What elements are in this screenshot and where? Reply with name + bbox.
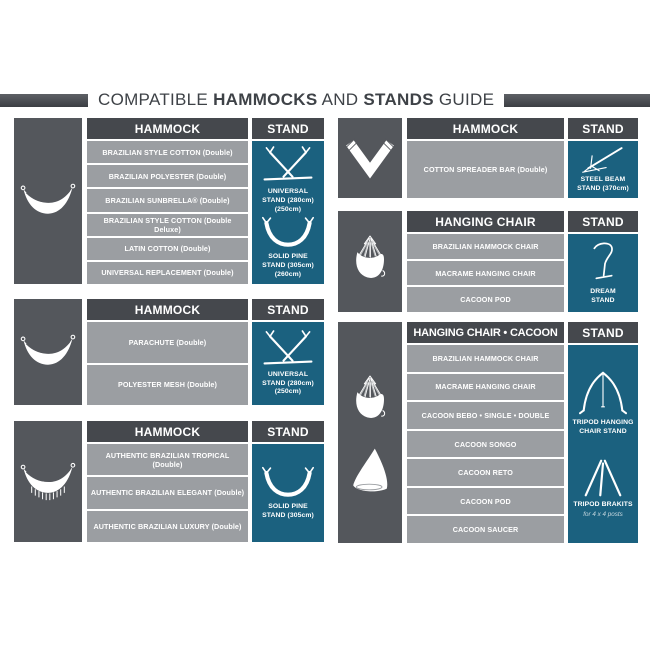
stand-label-line: SOLID PINE: [268, 502, 308, 510]
hammock-row: LATIN COTTON (Double): [87, 238, 248, 260]
title-word-stands: STANDS: [363, 90, 434, 109]
hanging-chair-row: CACOON POD: [407, 287, 564, 312]
hammock-column-header: HAMMOCK: [87, 421, 248, 442]
stand-column-header: STAND: [252, 421, 324, 442]
stand-column-header: STAND: [568, 211, 638, 232]
stand-label-line: STAND (370cm): [577, 185, 629, 192]
fringed-hammock-icon: [19, 456, 77, 508]
guide-title-row: [0, 90, 650, 110]
hanging-chair-row: BRAZILIAN HAMMOCK CHAIR: [407, 234, 564, 259]
panel-parachute-hammocks: [14, 299, 324, 405]
stand-label-line: SOLID PINE: [268, 253, 308, 261]
stand-column-header: STAND: [252, 299, 324, 320]
spreader-bar-hammock-icon: [343, 137, 397, 179]
hanging-chair-cacoon-column-header: HANGING CHAIR • CACOON: [407, 322, 564, 343]
hammock-row: BRAZILIAN POLYESTER (Double): [87, 165, 248, 187]
stand-label-line: (250cm): [274, 206, 302, 213]
tripod-hanging-chair-stand-icon: [579, 370, 627, 416]
hammock-illustration-box: [14, 421, 82, 542]
stand-column-header: STAND: [568, 118, 638, 139]
panel-brazilian-hammocks: [14, 118, 324, 284]
solid-pine-stand-icon: [261, 216, 315, 250]
hammock-column-header: HAMMOCK: [407, 118, 564, 139]
stand-label-line: UNIVERSAL: [267, 370, 309, 378]
left-column: [14, 118, 324, 543]
stand-label-line: UNIVERSAL: [267, 188, 309, 196]
panel-hanging-chairs: [338, 211, 638, 312]
stand-cell: [252, 444, 324, 542]
hammock-row: PARACHUTE (Double): [87, 322, 248, 363]
hammock-row: BRAZILIAN STYLE COTTON (Double Deluxe): [87, 214, 248, 236]
tripod-brakits-icon: [581, 458, 625, 498]
hanging-chair-row: BRAZILIAN HAMMOCK CHAIR: [407, 345, 564, 372]
hammock-illustration-box: [14, 118, 82, 284]
stand-sub-label: for 4 x 4 posts: [583, 511, 623, 519]
stand-tripod-hanging-chair: [572, 370, 633, 437]
hammock-row: AUTHENTIC BRAZILIAN LUXURY (Double): [87, 511, 248, 542]
title-bar-left: [0, 94, 88, 107]
stand-cell: [252, 322, 324, 405]
stand-label-line: STAND: [591, 296, 615, 304]
stand-label-line: TRIPOD HANGING: [572, 418, 634, 426]
stand-column-header: STAND: [568, 322, 638, 343]
stand-solid-pine: [261, 216, 315, 279]
stand-label-line: STAND (280cm): [262, 197, 314, 205]
panel-authentic-brazilian-hammocks: [14, 421, 324, 542]
stand-universal: [261, 330, 315, 397]
stand-label-line: DREAM: [590, 287, 616, 295]
stand-cell: [568, 234, 638, 312]
hammock-column-header: HAMMOCK: [87, 118, 248, 139]
hammock-row: COTTON SPREADER BAR (Double): [407, 141, 564, 198]
universal-stand-icon: [261, 145, 315, 185]
steel-beam-stand-icon: [579, 145, 627, 173]
stand-label-line: STAND (305cm): [262, 511, 314, 519]
title-word: AND: [321, 90, 359, 109]
stand-cell: [252, 141, 324, 284]
hammock-column-header: HAMMOCK: [87, 299, 248, 320]
hammock-row: BRAZILIAN SUNBRELLA® (Double): [87, 189, 248, 211]
guide-grid: [14, 118, 638, 543]
stand-tripod-brakits: [573, 458, 632, 518]
hanging-chair-illustration-box: [338, 211, 402, 312]
stand-dream: [587, 241, 619, 306]
title-bar-right: [504, 94, 650, 107]
double-hammock-icon: [19, 177, 77, 225]
solid-pine-stand-icon: [261, 466, 315, 500]
stand-universal: [261, 145, 315, 214]
panel-spreader-bar-hammocks: [338, 118, 638, 198]
hammock-illustration-box: [14, 299, 82, 405]
cacoon-row: CACOON RETO: [407, 459, 564, 486]
hammock-row: AUTHENTIC BRAZILIAN TROPICAL (Double): [87, 444, 248, 475]
universal-stand-icon: [261, 330, 315, 368]
hanging-chair-cacoon-illustration-box: [338, 322, 402, 543]
stand-label-line: STAND (305cm): [262, 262, 314, 269]
stand-label-line: STAND (280cm): [262, 379, 314, 387]
title-word: GUIDE: [438, 90, 495, 109]
hanging-chair-row: MACRAME HANGING CHAIR: [407, 261, 564, 286]
stand-label-line: (260cm): [274, 270, 302, 278]
page-title: [98, 90, 494, 110]
stand-steel-beam: [577, 145, 629, 194]
stand-label-line: STEEL BEAM: [580, 176, 626, 184]
hanging-chair-icon: [349, 371, 391, 433]
title-word-hammocks: HAMMOCKS: [213, 90, 318, 109]
cacoon-row: CACOON SONGO: [407, 431, 564, 458]
hammock-illustration-box: [338, 118, 402, 198]
stand-cell: [568, 141, 638, 198]
right-column: [338, 118, 638, 543]
stand-cell: [568, 345, 638, 543]
hanging-chair-column-header: HANGING CHAIR: [407, 211, 564, 232]
double-hammock-icon: [19, 328, 77, 376]
stand-label-line: TRIPOD BRAKITS: [573, 501, 633, 509]
panel-hanging-chair-cacoon: [338, 322, 638, 543]
stand-label-line: CHAIR STAND: [579, 427, 627, 435]
cacoon-icon: [346, 447, 394, 495]
cacoon-row: CACOON SAUCER: [407, 516, 564, 543]
hanging-chair-icon: [349, 227, 391, 297]
title-word: COMPATIBLE: [98, 90, 209, 109]
stand-solid-pine: [261, 466, 315, 521]
hanging-chair-row: MACRAME HANGING CHAIR: [407, 374, 564, 401]
hammock-row: UNIVERSAL REPLACEMENT (Double): [87, 262, 248, 284]
hammock-row: AUTHENTIC BRAZILIAN ELEGANT (Double): [87, 477, 248, 508]
hammock-row: BRAZILIAN STYLE COTTON (Double): [87, 141, 248, 163]
cacoon-row: CACOON BEBO • SINGLE • DOUBLE: [407, 402, 564, 429]
dream-stand-icon: [587, 241, 619, 285]
cacoon-row: CACOON POD: [407, 488, 564, 515]
stand-label-line: (250cm): [274, 388, 302, 396]
hammock-row: POLYESTER MESH (Double): [87, 365, 248, 406]
stand-column-header: STAND: [252, 118, 324, 139]
